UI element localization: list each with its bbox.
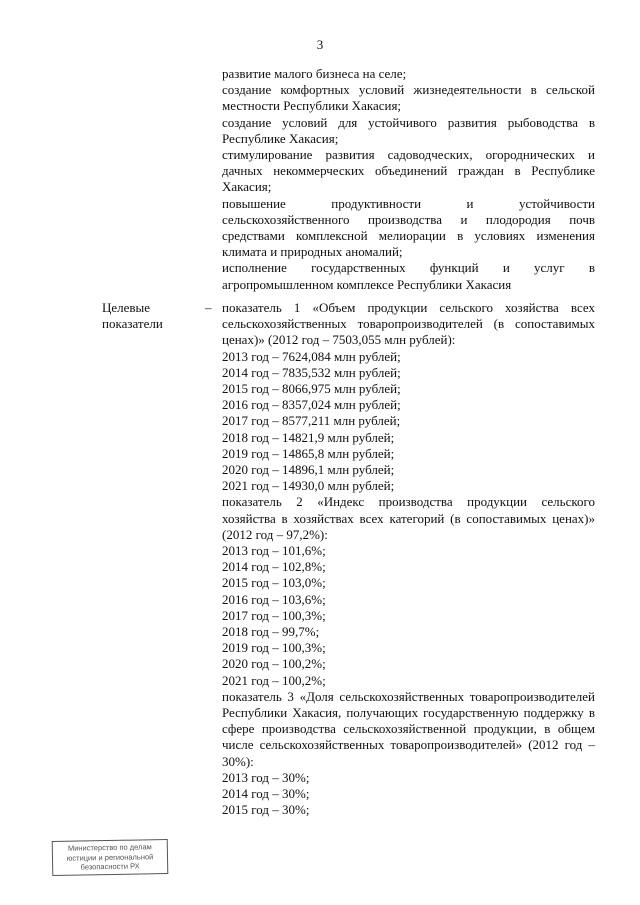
indicator-2-year-value: 2018 год – 99,7%; — [222, 624, 320, 640]
section-label-target-indicators: Целевые показатели — [102, 300, 163, 332]
stamp-line: Министерство по делам — [67, 842, 152, 853]
indicator-1-year-value: 2016 год – 8357,024 млн рублей; — [222, 397, 401, 413]
section-dash: – — [205, 300, 212, 315]
objectives-continuation — [222, 66, 595, 293]
indicator-1-year-value: 2018 год – 14821,9 млн рублей; — [222, 429, 395, 445]
indicator-1-title: показатель 1 «Объем продукции сельского хозяйства всех сельскохозяйственных товаропроизводителей (в сопоставимых ценах)» (2012 год – 7503,055 млн рублей): — [222, 300, 595, 348]
indicator-1-year-value: 2020 год – 14896,1 млн рублей; — [222, 462, 395, 478]
ministry-stamp — [52, 839, 169, 876]
objective-item: создание комфортных условий жизнедеятельности в сельской местности Республики Хакасия; — [222, 82, 595, 114]
indicator-2-year-value: 2015 год – 103,0%; — [222, 575, 326, 591]
indicator-1-year-value: 2013 год – 7624,084 млн рублей; — [222, 348, 401, 364]
objective-item: повышение продуктивности и устойчивости сельскохозяйственного производства и плодородия почв средствами комплексной мелиорации в условиях изменения климата и природных аномалий; — [222, 195, 595, 260]
indicator-1-year-value: 2014 год – 7835,532 млн рублей; — [222, 364, 401, 380]
page-number: 3 — [316, 37, 324, 52]
indicator-2-year-value: 2020 год – 100,2%; — [222, 656, 326, 672]
indicator-3-title: показатель 3 «Доля сельскохозяйственных товаропроизводителей Республики Хакасия, получающих государственную поддержку в сфере производства сельскохозяйственной продукции, в общем числе сельскохозяйственных товаропроизводителей» (2012 год – 30%): — [222, 688, 595, 769]
indicator-2-year-value: 2013 год – 101,6%; — [222, 543, 326, 559]
objective-item: исполнение государственных функций и услуг в агропромышленном комплексе Республики Хакасия — [222, 260, 595, 292]
indicator-2-year-value: 2016 год – 103,6%; — [222, 591, 326, 607]
stamp-line: безопасности РХ — [80, 861, 140, 872]
indicator-1-year-value: 2017 год – 8577,211 млн рублей; — [222, 413, 401, 429]
indicator-3-year-value: 2013 год – 30%; — [222, 769, 310, 785]
indicator-1-year-value: 2019 год – 14865,8 млн рублей; — [222, 445, 395, 461]
indicator-3-year-value: 2014 год – 30%; — [222, 786, 310, 802]
objective-item: стимулирование развития садоводческих, огороднических и дачных некоммерческих объединений граждан в Республике Хакасия; — [222, 147, 595, 195]
indicator-3-year-value: 2015 год – 30%; — [222, 802, 310, 818]
indicator-2-year-value: 2019 год – 100,3%; — [222, 640, 326, 656]
indicator-2-year-value: 2021 год – 100,2%; — [222, 672, 326, 688]
target-indicators — [222, 300, 595, 819]
indicator-2-year-value: 2017 год – 100,3%; — [222, 607, 326, 623]
indicator-1-year-value: 2021 год – 14930,0 млн рублей; — [222, 478, 395, 494]
indicator-1-year-value: 2015 год – 8066,975 млн рублей; — [222, 381, 401, 397]
indicator-2-title: показатель 2 «Индекс производства продукции сельского хозяйства в хозяйствах всех категорий (в сопоставимых ценах)» (2012 год – 97,2%): — [222, 494, 595, 542]
objective-item: создание условий для устойчивого развития рыбоводства в Республике Хакасия; — [222, 114, 595, 146]
objective-item: развитие малого бизнеса на селе; — [222, 66, 407, 81]
indicator-2-year-value: 2014 год – 102,8%; — [222, 559, 326, 575]
stamp-line: юстиции и региональной — [66, 851, 154, 863]
